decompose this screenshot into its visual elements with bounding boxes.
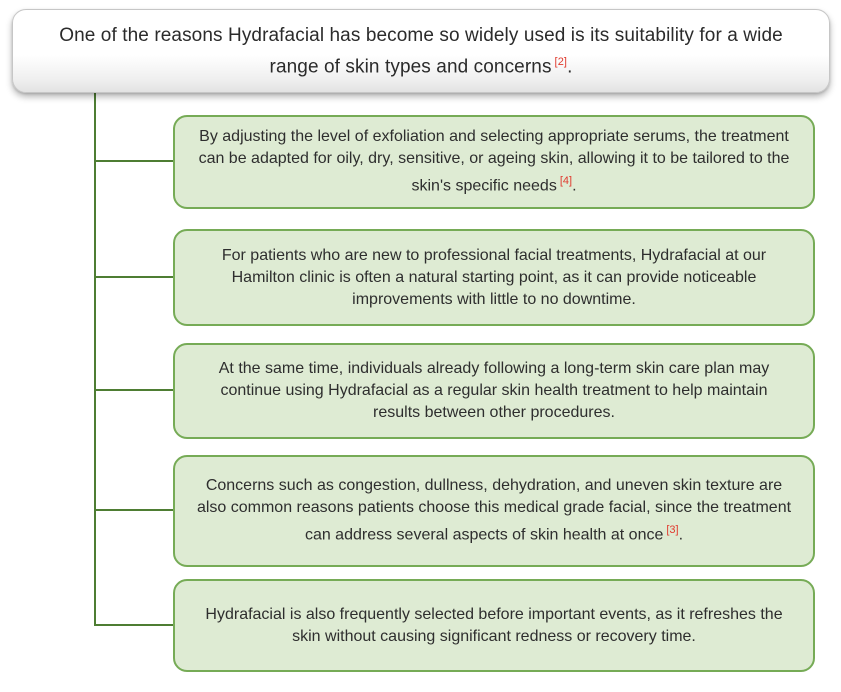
info-box-1-text-main: By adjusting the level of exfoliation and selecting appropriate serums, the treatment can be adapted for oily, dry, sensitive, or ageing skin, allowing it to be tailored to the skin's specific needs xyxy=(198,128,790,195)
branch-line-1 xyxy=(94,160,174,162)
header-text xyxy=(13,22,829,80)
branch-line-4 xyxy=(94,509,174,511)
info-box-2 xyxy=(173,229,815,326)
info-box-1-text xyxy=(175,122,813,201)
info-box-1-text-suffix: . xyxy=(572,177,577,195)
branch-line-5 xyxy=(94,624,174,626)
header-text-suffix: . xyxy=(567,56,573,78)
info-box-3 xyxy=(173,343,815,439)
info-box-4 xyxy=(173,455,815,567)
info-box-3-text xyxy=(175,354,813,428)
info-box-4-text xyxy=(175,471,813,550)
citation-ref-3[interactable]: [3] xyxy=(666,524,679,537)
header-text-main: One of the reasons Hydrafacial has become so widely used is its suitability for a wide range of skin types and concerns xyxy=(59,24,783,78)
info-box-5-text xyxy=(175,600,813,652)
info-box-4-text-main: Concerns such as congestion, dullness, dehydration, and uneven skin texture are also common reasons patients choose this medical grade facial, since the treatment can address several aspects of skin health at once xyxy=(196,477,792,544)
tree-vertical-line xyxy=(94,92,96,626)
citation-ref-2[interactable]: [2] xyxy=(554,55,568,68)
info-box-4-text-suffix: . xyxy=(678,526,684,544)
info-box-1 xyxy=(173,115,815,209)
info-box-5 xyxy=(173,579,815,672)
info-box-5-text-main: Hydrafacial is also frequently selected before important events, as it refreshes the skin without causing significant redness or recovery time. xyxy=(205,605,783,645)
header-card xyxy=(12,9,830,93)
info-box-2-text xyxy=(175,241,813,315)
info-box-2-text-main: For patients who are new to professional facial treatments, Hydrafacial at our Hamilton clinic is often a natural starting point, as it can provide noticeable improvements with little to no downtime. xyxy=(221,246,767,308)
branch-line-2 xyxy=(94,276,174,278)
branch-line-3 xyxy=(94,389,174,391)
info-box-3-text-main: At the same time, individuals already following a long-term skin care plan may continue using Hydrafacial as a regular skin health treatment to help maintain results between other procedures. xyxy=(218,360,770,421)
citation-ref-4[interactable]: [4] xyxy=(559,175,573,188)
